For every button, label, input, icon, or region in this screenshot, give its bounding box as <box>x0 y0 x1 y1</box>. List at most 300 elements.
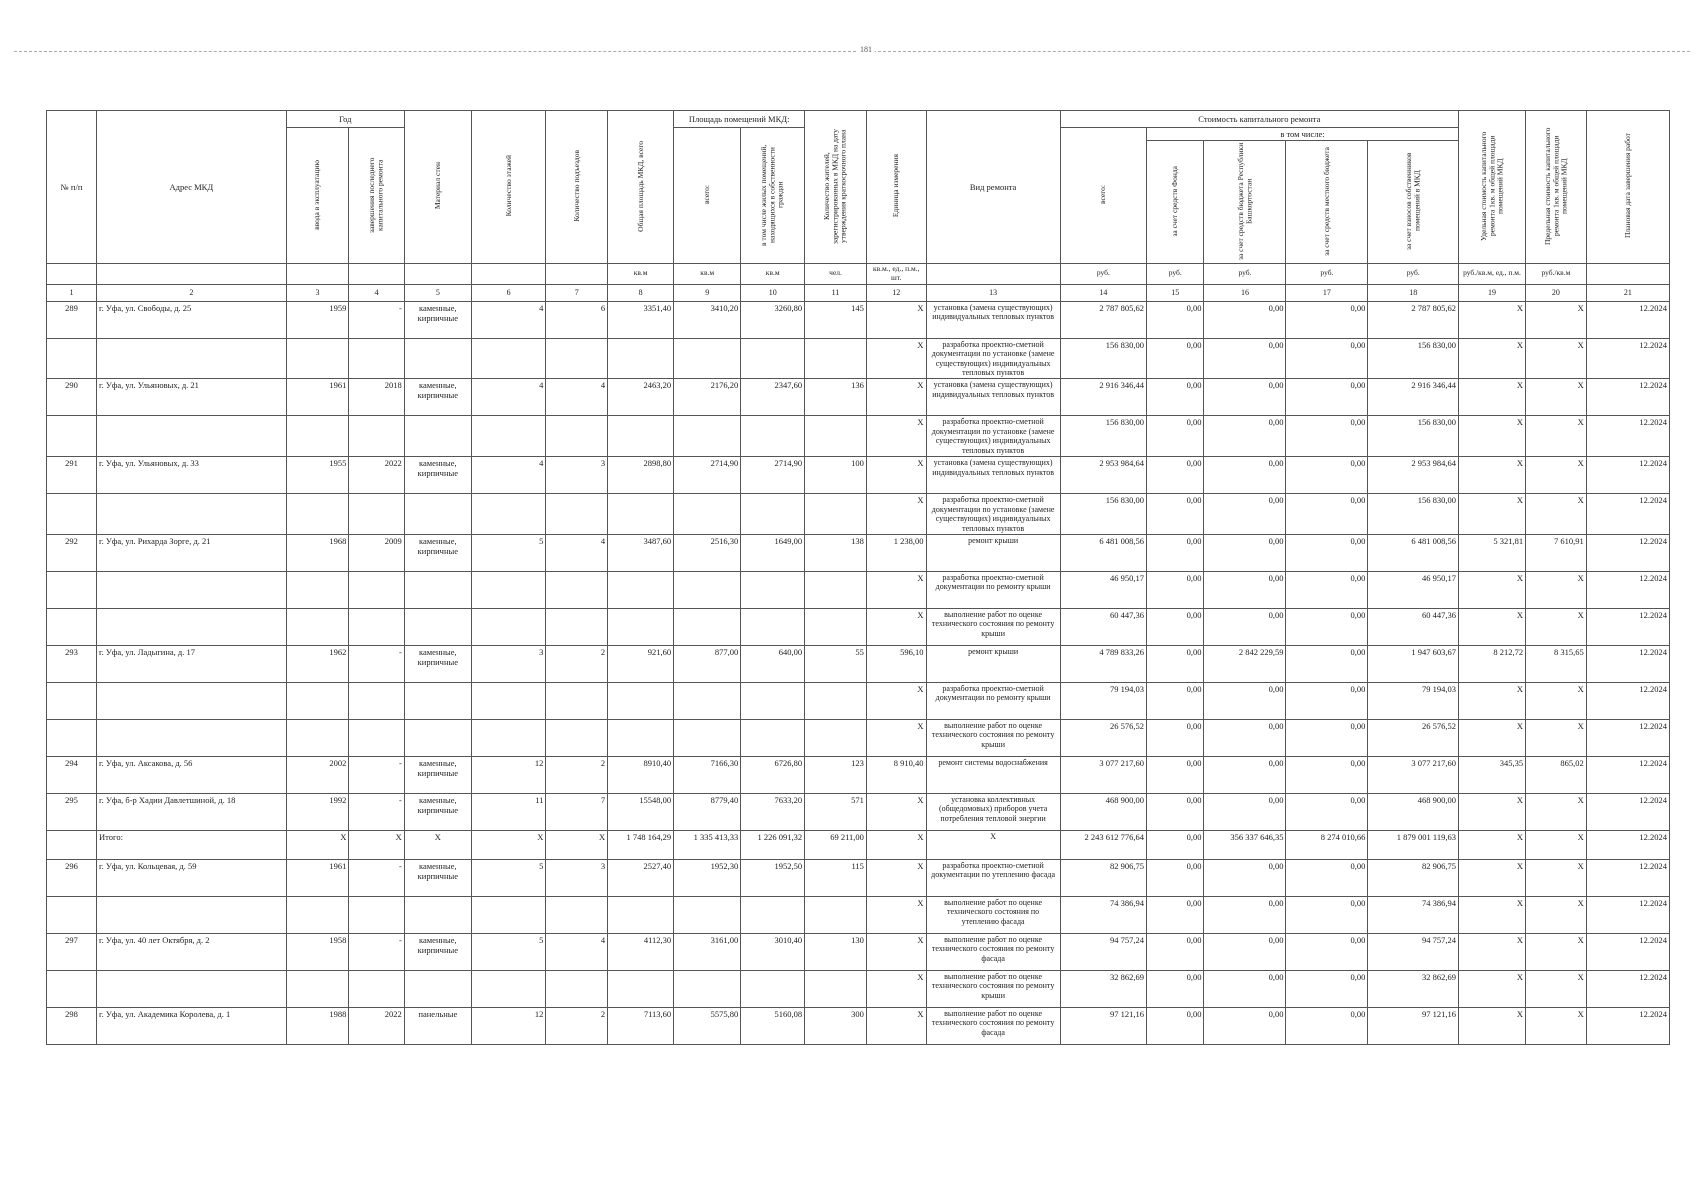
col-fund-header: за счет средств Фонда <box>1146 141 1204 264</box>
table-cell: 0,00 <box>1204 719 1286 756</box>
table-cell: X <box>866 933 926 970</box>
col-unit-cost-header: Удельная стоимость капитального ремонта 1кв. м общей площади помещений МКД <box>1458 111 1525 264</box>
table-cell: 74 386,94 <box>1060 896 1146 933</box>
col-owners-header: за счет взносов собственников помещений в МКД <box>1368 141 1459 264</box>
table-row <box>47 682 1670 719</box>
table-cell: 1958 <box>286 933 349 970</box>
table-cell: г. Уфа, ул. Рихарда Зорге, д. 21 <box>97 534 287 571</box>
table-cell: разработка проектно-сметной документации по установке (замене существующих) индивидуальных тепловых пунктов <box>926 416 1060 457</box>
table-cell: X <box>866 896 926 933</box>
table-cell: 0,00 <box>1146 534 1204 571</box>
table-cell: ремонт крыши <box>926 645 1060 682</box>
table-cell: 3260,80 <box>741 301 805 338</box>
unit-cell <box>349 264 404 285</box>
table-cell: X <box>866 416 926 457</box>
table-cell: 115 <box>805 859 867 896</box>
col-cost-group-header: Стоимость капитального ремонта <box>1060 111 1458 128</box>
table-cell: каменные, кирпичные <box>404 457 471 494</box>
table-cell: X <box>866 301 926 338</box>
table-cell: 1952,30 <box>674 859 741 896</box>
table-cell: 130 <box>805 933 867 970</box>
table-cell: 0,00 <box>1204 457 1286 494</box>
table-cell <box>674 970 741 1007</box>
table-cell <box>47 719 97 756</box>
col-wall-material-header: Материал стен <box>404 111 471 264</box>
table-cell: 921,60 <box>608 645 674 682</box>
table-cell: 2898,80 <box>608 457 674 494</box>
table-cell <box>608 416 674 457</box>
table-cell: 0,00 <box>1286 571 1368 608</box>
table-cell: 0,00 <box>1286 416 1368 457</box>
table-cell: 298 <box>47 1007 97 1044</box>
table-cell: 1968 <box>286 534 349 571</box>
table-cell: 74 386,94 <box>1368 896 1459 933</box>
col-planned-date-header: Плановая дата завершения работ <box>1586 111 1669 264</box>
table-cell <box>286 682 349 719</box>
table-row <box>47 1007 1670 1044</box>
table-cell: 156 830,00 <box>1368 338 1459 379</box>
table-row <box>47 933 1670 970</box>
table-cell <box>471 608 546 645</box>
table-cell: 2 243 612 776,64 <box>1060 830 1146 859</box>
table-cell: 3351,40 <box>608 301 674 338</box>
table-cell: X <box>866 379 926 416</box>
table-cell: 156 830,00 <box>1060 494 1146 535</box>
table-cell: 1961 <box>286 379 349 416</box>
table-cell: каменные, кирпичные <box>404 793 471 830</box>
table-cell: 3487,60 <box>608 534 674 571</box>
table-cell <box>349 896 404 933</box>
table-cell: 0,00 <box>1146 608 1204 645</box>
table-cell: 0,00 <box>1146 859 1204 896</box>
table-cell: 2002 <box>286 756 349 793</box>
table-cell: X <box>1526 859 1587 896</box>
table-cell: 82 906,75 <box>1368 859 1459 896</box>
table-cell: 1 748 164,29 <box>608 830 674 859</box>
column-number-cell: 21 <box>1586 284 1669 301</box>
table-cell: г. Уфа, ул. Ульяновых, д. 21 <box>97 379 287 416</box>
table-cell: 468 900,00 <box>1060 793 1146 830</box>
table-cell <box>97 494 287 535</box>
table-cell: X <box>866 859 926 896</box>
table-cell: 12.2024 <box>1586 896 1669 933</box>
table-cell: X <box>1526 830 1587 859</box>
unit-cell <box>546 264 608 285</box>
table-cell <box>97 608 287 645</box>
table-cell <box>349 970 404 1007</box>
table-cell: 0,00 <box>1286 859 1368 896</box>
table-cell <box>805 719 867 756</box>
table-cell: X <box>1458 457 1525 494</box>
table-cell: установка (замена существующих) индивидуальных тепловых пунктов <box>926 301 1060 338</box>
table-cell: 5 <box>471 859 546 896</box>
table-cell: X <box>866 830 926 859</box>
table-cell: 2 787 805,62 <box>1060 301 1146 338</box>
table-cell: 5 <box>471 534 546 571</box>
table-cell: 295 <box>47 793 97 830</box>
table-cell: 136 <box>805 379 867 416</box>
column-number-cell: 9 <box>674 284 741 301</box>
table-row <box>47 645 1670 682</box>
table-cell: 1959 <box>286 301 349 338</box>
table-cell: 94 757,24 <box>1368 933 1459 970</box>
table-cell: X <box>471 830 546 859</box>
table-cell: 0,00 <box>1204 416 1286 457</box>
unit-cell <box>926 264 1060 285</box>
table-cell <box>471 682 546 719</box>
table-cell: разработка проектно-сметной документации по ремонту крыши <box>926 571 1060 608</box>
table-cell: 0,00 <box>1146 645 1204 682</box>
table-cell <box>674 608 741 645</box>
table-cell: X <box>1526 338 1587 379</box>
table-cell <box>97 416 287 457</box>
table-cell: 0,00 <box>1146 719 1204 756</box>
unit-cell <box>404 264 471 285</box>
table-cell <box>404 719 471 756</box>
table-cell <box>97 682 287 719</box>
col-n-header: № п/п <box>47 111 97 264</box>
table-cell: X <box>1458 682 1525 719</box>
table-cell: 26 576,52 <box>1368 719 1459 756</box>
unit-cell: кв.м <box>741 264 805 285</box>
table-cell: 0,00 <box>1286 896 1368 933</box>
table-cell: 12.2024 <box>1586 1007 1669 1044</box>
table-row <box>47 793 1670 830</box>
table-cell <box>97 896 287 933</box>
table-cell: 12.2024 <box>1586 457 1669 494</box>
table-cell <box>47 416 97 457</box>
table-cell: 26 576,52 <box>1060 719 1146 756</box>
unit-cell <box>471 264 546 285</box>
table-cell: 156 830,00 <box>1368 416 1459 457</box>
table-cell: X <box>1458 301 1525 338</box>
table-cell: 1988 <box>286 1007 349 1044</box>
column-number-cell: 7 <box>546 284 608 301</box>
table-cell <box>97 970 287 1007</box>
table-cell: установка коллективных (общедомовых) приборов учета потребления тепловой энергии <box>926 793 1060 830</box>
col-year-group-header: Год <box>286 111 404 128</box>
table-cell: X <box>1458 896 1525 933</box>
table-cell: 12 <box>471 756 546 793</box>
table-cell: 6 481 008,56 <box>1368 534 1459 571</box>
column-number-cell: 2 <box>97 284 287 301</box>
table-cell <box>546 608 608 645</box>
table-cell <box>349 494 404 535</box>
table-cell: 12.2024 <box>1586 608 1669 645</box>
unit-cell: руб./кв.м <box>1526 264 1587 285</box>
table-cell: X <box>1458 970 1525 1007</box>
table-cell <box>546 896 608 933</box>
table-cell <box>47 608 97 645</box>
table-cell: 4112,30 <box>608 933 674 970</box>
table-cell: 60 447,36 <box>1368 608 1459 645</box>
table-cell <box>471 896 546 933</box>
column-number-cell: 3 <box>286 284 349 301</box>
table-cell <box>741 494 805 535</box>
table-cell: 0,00 <box>1286 338 1368 379</box>
table-cell: Итого: <box>97 830 287 859</box>
table-cell: X <box>1526 494 1587 535</box>
column-number-cell: 12 <box>866 284 926 301</box>
table-cell: 356 337 646,35 <box>1204 830 1286 859</box>
table-cell <box>741 416 805 457</box>
table-cell: 2 787 805,62 <box>1368 301 1459 338</box>
table-cell <box>546 416 608 457</box>
unit-cell: руб. <box>1060 264 1146 285</box>
table-cell: 3 077 217,60 <box>1060 756 1146 793</box>
table-cell: X <box>1526 896 1587 933</box>
table-row <box>47 571 1670 608</box>
column-number-cell: 18 <box>1368 284 1459 301</box>
table-cell <box>608 608 674 645</box>
unit-cell: руб. <box>1286 264 1368 285</box>
table-cell: 12.2024 <box>1586 682 1669 719</box>
col-entrances-header: Количество подъездов <box>546 111 608 264</box>
table-cell: г. Уфа, ул. Академика Королева, д. 1 <box>97 1007 287 1044</box>
table-cell <box>805 970 867 1007</box>
table-cell <box>608 494 674 535</box>
table-cell: 8779,40 <box>674 793 741 830</box>
table-cell: 0,00 <box>1146 379 1204 416</box>
table-cell: каменные, кирпичные <box>404 933 471 970</box>
table-cell: каменные, кирпичные <box>404 645 471 682</box>
table-cell: 2347,60 <box>741 379 805 416</box>
table-cell: X <box>1526 719 1587 756</box>
col-premises-residential-header: в том числе жилых помещений, находящихся в собственности граждан <box>741 128 805 264</box>
table-cell <box>404 682 471 719</box>
table-cell <box>471 719 546 756</box>
table-cell: 5 321,81 <box>1458 534 1525 571</box>
table-cell: 289 <box>47 301 97 338</box>
table-cell: 1 879 001 119,63 <box>1368 830 1459 859</box>
table-cell <box>349 416 404 457</box>
table-cell: 0,00 <box>1146 571 1204 608</box>
col-incl-header: в том числе: <box>1146 128 1458 141</box>
table-cell: 2 <box>546 645 608 682</box>
table-cell: панельные <box>404 1007 471 1044</box>
table-row <box>47 301 1670 338</box>
table-cell: 2022 <box>349 457 404 494</box>
table-cell: 11 <box>471 793 546 830</box>
table-row <box>47 494 1670 535</box>
table-cell: 0,00 <box>1286 301 1368 338</box>
table-cell: разработка проектно-сметной документации по установке (замене существующих) индивидуальных тепловых пунктов <box>926 494 1060 535</box>
table-cell: 5 <box>471 933 546 970</box>
table-cell <box>404 571 471 608</box>
table-row <box>47 338 1670 379</box>
table-cell: 60 447,36 <box>1060 608 1146 645</box>
table-cell <box>286 719 349 756</box>
table-cell: 8 910,40 <box>866 756 926 793</box>
table-cell: 0,00 <box>1146 970 1204 1007</box>
table-cell: - <box>349 645 404 682</box>
table-cell: 0,00 <box>1286 645 1368 682</box>
table-cell: 8 212,72 <box>1458 645 1525 682</box>
table-cell: 0,00 <box>1286 534 1368 571</box>
table-cell: 156 830,00 <box>1368 494 1459 535</box>
table-cell: X <box>546 830 608 859</box>
table-cell: 0,00 <box>1286 379 1368 416</box>
table-cell: 7 610,91 <box>1526 534 1587 571</box>
table-cell: 291 <box>47 457 97 494</box>
table-cell: г. Уфа, ул. Ульяновых, д. 33 <box>97 457 287 494</box>
table-cell: 0,00 <box>1204 534 1286 571</box>
table-cell: 2463,20 <box>608 379 674 416</box>
unit-cell <box>97 264 287 285</box>
table-cell <box>608 970 674 1007</box>
table-cell <box>805 682 867 719</box>
table-cell: 7113,60 <box>608 1007 674 1044</box>
table-cell <box>349 571 404 608</box>
table-row <box>47 970 1670 1007</box>
table-cell: 0,00 <box>1204 859 1286 896</box>
capital-repair-table <box>46 110 1670 1045</box>
table-cell: 12.2024 <box>1586 830 1669 859</box>
table-row <box>47 457 1670 494</box>
table-cell: 0,00 <box>1146 301 1204 338</box>
table-cell <box>471 416 546 457</box>
table-cell: 0,00 <box>1204 896 1286 933</box>
table-cell <box>286 896 349 933</box>
table-cell: 0,00 <box>1204 682 1286 719</box>
table-cell: 145 <box>805 301 867 338</box>
table-cell: 2 953 984,64 <box>1060 457 1146 494</box>
table-cell: X <box>404 830 471 859</box>
column-number-cell: 6 <box>471 284 546 301</box>
table-cell <box>805 896 867 933</box>
table-cell <box>404 896 471 933</box>
table-cell: 2176,20 <box>674 379 741 416</box>
table-cell <box>349 338 404 379</box>
table-cell: 640,00 <box>741 645 805 682</box>
table-cell <box>404 338 471 379</box>
table-cell: разработка проектно-сметной документации по установке (замене существующих) индивидуальных тепловых пунктов <box>926 338 1060 379</box>
table-cell: X <box>1526 793 1587 830</box>
table-cell <box>404 494 471 535</box>
table-cell: 32 862,69 <box>1368 970 1459 1007</box>
table-cell <box>805 494 867 535</box>
table-cell: 0,00 <box>1204 379 1286 416</box>
table-cell: 69 211,00 <box>805 830 867 859</box>
table-cell: X <box>1458 608 1525 645</box>
table-cell: каменные, кирпичные <box>404 301 471 338</box>
table-cell <box>805 416 867 457</box>
table-row <box>47 830 1670 859</box>
table-cell: выполнение работ по оценке технического состояния по ремонту крыши <box>926 719 1060 756</box>
col-premises-total-header: всего: <box>674 128 741 264</box>
table-cell: каменные, кирпичные <box>404 756 471 793</box>
table-cell <box>608 682 674 719</box>
table-cell: 0,00 <box>1146 933 1204 970</box>
table-cell: 0,00 <box>1146 793 1204 830</box>
table-cell <box>546 494 608 535</box>
column-number-cell: 4 <box>349 284 404 301</box>
table-cell: каменные, кирпичные <box>404 534 471 571</box>
table-cell: 297 <box>47 933 97 970</box>
col-floors-header: Количество этажей <box>471 111 546 264</box>
table-cell: г. Уфа, ул. Свободы, д. 25 <box>97 301 287 338</box>
table-cell: 571 <box>805 793 867 830</box>
table-cell: г. Уфа, ул. Аксакова, д. 56 <box>97 756 287 793</box>
table-cell: X <box>1526 301 1587 338</box>
table-cell <box>741 608 805 645</box>
table-cell: каменные, кирпичные <box>404 859 471 896</box>
table-cell: 2 953 984,64 <box>1368 457 1459 494</box>
table-cell: 7633,20 <box>741 793 805 830</box>
column-number-cell: 5 <box>404 284 471 301</box>
table-cell: 8 315,65 <box>1526 645 1587 682</box>
table-cell: 2 <box>546 756 608 793</box>
table-cell <box>349 719 404 756</box>
table-cell: г. Уфа, ул. 40 лет Октября, д. 2 <box>97 933 287 970</box>
table-cell: 290 <box>47 379 97 416</box>
table-cell <box>47 970 97 1007</box>
table-cell: - <box>349 793 404 830</box>
table-cell: 12.2024 <box>1586 756 1669 793</box>
table-cell: разработка проектно-сметной документации по утеплению фасада <box>926 859 1060 896</box>
table-cell: X <box>286 830 349 859</box>
table-cell <box>608 338 674 379</box>
table-cell: 0,00 <box>1146 457 1204 494</box>
table-cell: X <box>866 970 926 1007</box>
table-cell: X <box>866 457 926 494</box>
table-cell: 1962 <box>286 645 349 682</box>
table-cell <box>546 682 608 719</box>
table-cell <box>404 970 471 1007</box>
table-cell: 6726,80 <box>741 756 805 793</box>
unit-cell: руб./кв.м, ед., п.м. <box>1458 264 1525 285</box>
table-cell: 4 <box>471 301 546 338</box>
table-cell: 1 226 091,32 <box>741 830 805 859</box>
table-cell: 4 <box>471 457 546 494</box>
unit-cell <box>1586 264 1669 285</box>
table-cell: X <box>1458 793 1525 830</box>
table-cell: 2018 <box>349 379 404 416</box>
unit-cell: руб. <box>1368 264 1459 285</box>
table-cell: 0,00 <box>1204 494 1286 535</box>
table-cell: 0,00 <box>1286 457 1368 494</box>
table-cell <box>805 571 867 608</box>
table-cell: 4 <box>546 933 608 970</box>
table-cell: 345,35 <box>1458 756 1525 793</box>
table-cell: выполнение работ по оценке технического состояния по ремонту крыши <box>926 608 1060 645</box>
table-cell: 4 <box>546 379 608 416</box>
table-cell: 0,00 <box>1286 494 1368 535</box>
unit-cell: руб. <box>1146 264 1204 285</box>
table-cell <box>674 896 741 933</box>
table-cell: X <box>1458 1007 1525 1044</box>
table-cell: выполнение работ по оценке технического состояния по ремонту крыши <box>926 970 1060 1007</box>
table-cell <box>546 970 608 1007</box>
table-cell: 0,00 <box>1146 756 1204 793</box>
table-cell: г. Уфа, ул. Ладыгина, д. 17 <box>97 645 287 682</box>
col-address-header: Адрес МКД <box>97 111 287 264</box>
table-cell: - <box>349 933 404 970</box>
table-cell <box>349 608 404 645</box>
column-number-cell: 20 <box>1526 284 1587 301</box>
column-number-cell: 13 <box>926 284 1060 301</box>
table-cell: 1992 <box>286 793 349 830</box>
table-cell: 79 194,03 <box>1060 682 1146 719</box>
table-cell: X <box>1458 494 1525 535</box>
table-cell: X <box>1526 571 1587 608</box>
units-row <box>47 264 1670 285</box>
table-cell: 877,00 <box>674 645 741 682</box>
table-cell: 12.2024 <box>1586 534 1669 571</box>
table-cell: 2 <box>546 1007 608 1044</box>
table-cell: 3410,20 <box>674 301 741 338</box>
table-row <box>47 534 1670 571</box>
